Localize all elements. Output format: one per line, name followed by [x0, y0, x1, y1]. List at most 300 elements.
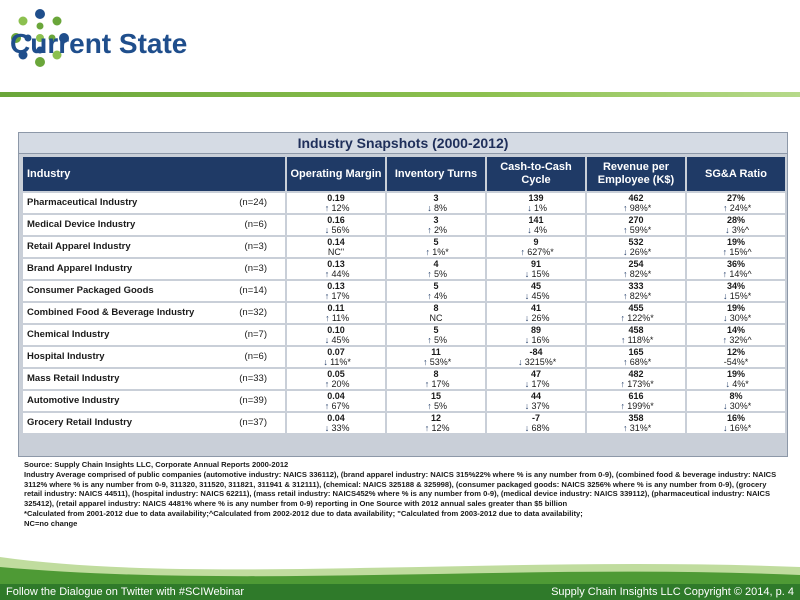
arrow-down-icon: ↓: [722, 313, 728, 323]
metric-change: [387, 225, 485, 235]
metric-cell: [687, 193, 785, 213]
industry-name: Medical Device Industry: [27, 219, 136, 230]
arrow-up-icon: ↑: [622, 225, 628, 235]
change-text: 68%*: [629, 357, 652, 367]
metric-value: 8%: [729, 391, 743, 401]
table-row: [23, 281, 785, 301]
metric-change: [587, 313, 685, 323]
table-row: [23, 325, 785, 345]
metric-cell: [587, 281, 685, 301]
arrow-up-icon: ↑: [620, 401, 625, 411]
metric-cell: [287, 215, 385, 235]
metric-value: 89: [530, 325, 541, 335]
industry-cell: [23, 303, 285, 323]
change-text: 31%*: [629, 423, 652, 433]
metric-value: 0.16: [327, 215, 345, 225]
metric-change: [487, 203, 585, 213]
change-text: 45%: [531, 291, 550, 301]
metric-value: 9: [533, 237, 539, 247]
arrow-down-icon: ↓: [427, 203, 432, 213]
table-row: [23, 347, 785, 367]
metric-value: 5: [433, 281, 439, 291]
sample-size: (n=7): [244, 329, 267, 340]
metric-value: 19%: [726, 369, 745, 379]
metric-value: 139: [528, 193, 544, 203]
metric-change: [587, 401, 685, 411]
metric-change: [387, 423, 485, 433]
metric-change: [687, 291, 785, 301]
industry-name: Mass Retail Industry: [27, 373, 120, 384]
metric-value: 0.05: [327, 369, 345, 379]
metric-change: [287, 247, 385, 257]
arrow-down-icon: ↓: [722, 291, 728, 301]
metric-value: 0.13: [327, 259, 345, 269]
metric-cell: [487, 193, 585, 213]
metric-change: [487, 401, 585, 411]
metric-value: 0.04: [327, 413, 345, 423]
metric-value: 8: [433, 303, 439, 313]
industry-cell: [23, 237, 285, 257]
metric-change: [487, 225, 585, 235]
industry-name: Pharmaceutical Industry: [27, 197, 138, 208]
column-header: Revenue per Employee (K$): [587, 157, 685, 191]
metric-change: [487, 335, 585, 345]
metric-cell: [487, 215, 585, 235]
arrow-down-icon: ↓: [324, 423, 330, 433]
metric-change: [487, 357, 585, 367]
change-text: 12%: [331, 203, 350, 213]
metric-change: [287, 401, 385, 411]
metric-change: [587, 247, 685, 257]
note-line: NC=no change: [24, 518, 78, 528]
metric-change: [687, 225, 785, 235]
metric-cell: [687, 303, 785, 323]
metric-cell: [387, 215, 485, 235]
metric-value: -84: [529, 347, 543, 357]
table-row: [23, 413, 785, 433]
metric-change: [387, 269, 485, 279]
arrow-down-icon: ↓: [324, 335, 330, 345]
metric-value: 5: [433, 237, 439, 247]
sample-size: (n=37): [239, 417, 267, 428]
arrow-up-icon: ↑: [622, 357, 628, 367]
arrow-down-icon: ↓: [524, 269, 530, 279]
metric-change: [587, 335, 685, 345]
column-header: Industry: [23, 157, 285, 191]
industry-name: Retail Apparel Industry: [27, 241, 131, 252]
industry-name: Combined Food & Beverage Industry: [27, 307, 195, 318]
header-divider: [0, 92, 800, 97]
metric-cell: [587, 413, 685, 433]
arrow-down-icon: ↓: [725, 379, 730, 389]
metric-cell: [687, 281, 785, 301]
change-text: 20%: [331, 379, 350, 389]
metric-change: [287, 335, 385, 345]
metric-cell: [587, 303, 685, 323]
metric-cell: [387, 369, 485, 389]
metric-change: [687, 379, 785, 389]
metric-cell: [287, 237, 385, 257]
change-text: 15%*: [729, 291, 752, 301]
metric-cell: [687, 369, 785, 389]
metric-cell: [387, 193, 485, 213]
arrow-up-icon: ↑: [427, 335, 432, 345]
metric-cell: [687, 413, 785, 433]
arrow-up-icon: ↑: [622, 423, 628, 433]
sample-size: (n=3): [244, 241, 267, 252]
change-text: 5%: [433, 269, 447, 279]
industry-name: Hospital Industry: [27, 351, 105, 362]
metric-value: 16%: [726, 413, 745, 423]
arrow-down-icon: ↓: [524, 335, 530, 345]
metric-change: [587, 379, 685, 389]
metric-change: [487, 291, 585, 301]
change-text: 122%*: [627, 313, 654, 323]
change-text: 26%: [531, 313, 550, 323]
industry-cell: [23, 193, 285, 213]
industry-cell: [23, 391, 285, 411]
metric-cell: [487, 303, 585, 323]
metric-value: 358: [628, 413, 644, 423]
change-text: 33%: [331, 423, 350, 433]
metric-change: [487, 247, 585, 257]
arrow-down-icon: ↓: [524, 401, 530, 411]
metric-change: [487, 423, 585, 433]
metric-value: 458: [628, 325, 644, 335]
sample-size: (n=33): [239, 373, 267, 384]
arrow-up-icon: ↑: [622, 291, 628, 301]
arrow-up-icon: ↑: [622, 203, 628, 213]
metric-change: [587, 423, 685, 433]
change-text: 82%*: [629, 291, 652, 301]
metric-value: 3: [433, 193, 439, 203]
metric-value: 47: [530, 369, 541, 379]
metric-change: [687, 247, 785, 257]
metric-value: 41: [530, 303, 541, 313]
metric-cell: [587, 215, 685, 235]
metric-value: 45: [530, 281, 541, 291]
change-text: 1%*: [432, 247, 449, 257]
metric-value: 14%: [726, 325, 745, 335]
change-text: 1%: [533, 203, 547, 213]
metric-cell: [687, 259, 785, 279]
change-text: 5%: [433, 335, 447, 345]
metric-change: [387, 247, 485, 257]
source-notes: [24, 460, 784, 529]
metric-value: 0.14: [327, 237, 345, 247]
change-text: 45%: [331, 335, 350, 345]
table-header-row: [23, 157, 785, 191]
arrow-up-icon: ↑: [722, 247, 728, 257]
metric-change: [687, 335, 785, 345]
industry-name: Consumer Packaged Goods: [27, 285, 154, 296]
change-text: 30%*: [729, 401, 752, 411]
metric-value: 12%: [726, 347, 745, 357]
table-row: [23, 303, 785, 323]
metric-value: 8: [433, 369, 439, 379]
column-header: Operating Margin: [287, 157, 385, 191]
metric-cell: [687, 237, 785, 257]
metric-value: 141: [528, 215, 544, 225]
metric-value: 19%: [726, 303, 745, 313]
metric-value: 254: [628, 259, 644, 269]
arrow-up-icon: ↑: [324, 269, 330, 279]
metric-cell: [287, 413, 385, 433]
metric-cell: [587, 369, 685, 389]
table-row: [23, 237, 785, 257]
change-text: 2%: [433, 225, 447, 235]
metric-cell: [387, 347, 485, 367]
metric-value: 532: [628, 237, 644, 247]
metric-change: [687, 203, 785, 213]
arrow-down-icon: ↓: [524, 313, 530, 323]
arrow-down-icon: ↓: [524, 379, 530, 389]
arrow-up-icon: ↑: [620, 335, 626, 345]
industry-cell: [23, 413, 285, 433]
metric-cell: [387, 325, 485, 345]
arrow-up-icon: ↑: [424, 379, 430, 389]
metric-change: [387, 379, 485, 389]
sample-size: (n=6): [244, 219, 267, 230]
industry-name: Grocery Retail Industry: [27, 417, 133, 428]
slide-title: Current State: [10, 28, 188, 59]
metric-change: [287, 423, 385, 433]
arrow-up-icon: ↑: [622, 269, 628, 279]
change-text: 11%*: [330, 357, 351, 367]
arrow-up-icon: ↑: [427, 291, 432, 301]
arrow-up-icon: ↑: [325, 313, 330, 323]
metric-value: 34%: [726, 281, 745, 291]
arrow-down-icon: ↓: [622, 247, 628, 257]
metric-change: [587, 291, 685, 301]
sample-size: (n=6): [244, 351, 267, 362]
footer-swoosh: [0, 545, 800, 585]
industry-cell: [23, 281, 285, 301]
arrow-up-icon: ↑: [324, 379, 330, 389]
change-text: 11%: [331, 313, 350, 323]
change-text: 53%*: [429, 357, 452, 367]
table-row: [23, 369, 785, 389]
metric-value: 0.19: [327, 193, 345, 203]
table-row: [23, 391, 785, 411]
industry-cell: [23, 325, 285, 345]
metric-change: [287, 357, 385, 367]
change-text: 8%: [433, 203, 447, 213]
metric-value: 5: [433, 325, 439, 335]
change-text: 32%^: [729, 335, 752, 345]
metric-cell: [387, 237, 485, 257]
metric-value: 12: [430, 413, 441, 423]
metric-cell: [287, 259, 385, 279]
sample-size: (n=39): [239, 395, 267, 406]
change-text: 4%: [433, 291, 447, 301]
arrow-up-icon: ↑: [424, 423, 430, 433]
metric-change: [587, 269, 685, 279]
industry-cell: [23, 369, 285, 389]
metric-change: [587, 225, 685, 235]
metric-cell: [387, 281, 485, 301]
column-header: SG&A Ratio: [687, 157, 785, 191]
metric-value: 616: [628, 391, 644, 401]
metric-change: [287, 269, 385, 279]
metric-value: 19%: [726, 237, 745, 247]
arrow-up-icon: ↑: [722, 203, 728, 213]
metric-value: 28%: [726, 215, 745, 225]
metric-value: 0.10: [327, 325, 345, 335]
change-text: 56%: [331, 225, 350, 235]
metric-value: 333: [628, 281, 644, 291]
change-text: 59%*: [629, 225, 652, 235]
note-line: Industry Average comprised of public companies (automotive industry: NAICS 336112), (brand apparel industry: NAICS 315%22% where % is any number from 0-9), (combined food & beverage industry: NAICS 3112% where % is any number from 0-9, 311320, 311520, 311821, 311941 & 312111), (chemical: NAICS 325188 & 325998), (consumer packaged goods: NAICS 3256% where % is any number from 0-9), (grocery retail industry: NAICS 44511), (hospital industry: NAICS 62211), (mass retail industry: NAICS452% where % is any number from 0-9), (medical device industry: NAICS 339112), (pharmaceutical industry: NAICS 325412), (retail apparel industry: NAICS 4481% where % is any number from 0-9) reporting in One Source with 2012 annual sales greater than $5 billion: [24, 469, 777, 509]
metric-change: [587, 203, 685, 213]
arrow-down-icon: ↓: [725, 225, 730, 235]
metric-change: [387, 313, 485, 323]
change-text: NC: [429, 313, 443, 323]
change-text: 68%: [531, 423, 550, 433]
metric-cell: [287, 369, 385, 389]
arrow-down-icon: ↓: [324, 225, 330, 235]
metric-change: [287, 225, 385, 235]
metric-cell: [487, 369, 585, 389]
metric-change: [287, 203, 385, 213]
metric-value: 0.13: [327, 281, 345, 291]
metric-cell: [487, 281, 585, 301]
arrow-up-icon: ↑: [722, 335, 728, 345]
metric-value: 482: [628, 369, 644, 379]
metric-cell: [587, 259, 685, 279]
metric-change: [487, 379, 585, 389]
metric-cell: [687, 215, 785, 235]
footer-copyright: Supply Chain Insights LLC Copyright © 2014, p. 4: [551, 586, 794, 598]
metric-change: [687, 269, 785, 279]
metric-value: 270: [628, 215, 644, 225]
metric-cell: [487, 237, 585, 257]
column-header: Inventory Turns: [387, 157, 485, 191]
change-text: 16%*: [729, 423, 752, 433]
metric-change: [487, 269, 585, 279]
metric-value: 44: [530, 391, 541, 401]
metric-change: [387, 203, 485, 213]
metric-value: 27%: [726, 193, 745, 203]
metric-cell: [687, 347, 785, 367]
arrow-up-icon: ↑: [324, 401, 330, 411]
metric-change: [387, 335, 485, 345]
arrow-up-icon: ↑: [722, 269, 728, 279]
change-text: 24%*: [729, 203, 752, 213]
arrow-down-icon: ↓: [722, 423, 728, 433]
change-text: 30%*: [729, 313, 752, 323]
metric-cell: [687, 391, 785, 411]
metric-cell: [587, 325, 685, 345]
metric-cell: [287, 193, 385, 213]
industry-cell: [23, 347, 285, 367]
industry-name: Brand Apparel Industry: [27, 263, 133, 274]
change-text: 16%: [531, 335, 550, 345]
change-text: 17%: [431, 379, 450, 389]
change-text: 15%: [531, 269, 550, 279]
metric-cell: [487, 325, 585, 345]
change-text: 17%: [531, 379, 550, 389]
arrow-up-icon: ↑: [427, 225, 432, 235]
metric-value: 15: [430, 391, 441, 401]
metric-change: [687, 401, 785, 411]
change-text: 5%: [433, 401, 447, 411]
metric-cell: [387, 391, 485, 411]
change-text: 627%*: [527, 247, 554, 257]
metric-change: [387, 291, 485, 301]
metric-cell: [687, 325, 785, 345]
metric-value: 165: [628, 347, 644, 357]
metric-cell: [487, 413, 585, 433]
metric-value: 36%: [726, 259, 745, 269]
arrow-up-icon: ↑: [425, 247, 430, 257]
table-row: [23, 215, 785, 235]
change-text: 3215%*: [524, 357, 557, 367]
metric-change: [587, 357, 685, 367]
change-text: 44%: [331, 269, 350, 279]
metric-change: [687, 313, 785, 323]
change-text: 199%*: [627, 401, 654, 411]
arrow-up-icon: ↑: [427, 401, 432, 411]
metric-value: 91: [530, 259, 541, 269]
metric-cell: [587, 347, 685, 367]
arrow-up-icon: ↑: [324, 291, 330, 301]
metric-change: [287, 313, 385, 323]
change-text: 173%*: [627, 379, 654, 389]
industry-table: [21, 155, 787, 435]
change-text: 14%^: [729, 269, 752, 279]
change-text: 26%*: [629, 247, 652, 257]
metric-cell: [387, 259, 485, 279]
change-text: 82%*: [629, 269, 652, 279]
arrow-down-icon: ↓: [527, 203, 532, 213]
metric-cell: [587, 237, 685, 257]
change-text: 118%*: [627, 335, 654, 345]
metric-value: 11: [431, 347, 441, 357]
metric-change: [487, 313, 585, 323]
metric-value: 462: [628, 193, 644, 203]
sample-size: (n=3): [244, 263, 267, 274]
metric-value: 3: [433, 215, 439, 225]
metric-value: 0.11: [327, 303, 345, 313]
metric-change: [387, 357, 485, 367]
metric-cell: [487, 347, 585, 367]
change-text: 98%*: [629, 203, 652, 213]
change-text: 37%: [531, 401, 550, 411]
metric-value: 455: [628, 303, 644, 313]
change-text: 15%^: [729, 247, 752, 257]
metric-value: 0.04: [327, 391, 345, 401]
footer-twitter-text: Follow the Dialogue on Twitter with #SCIWebinar: [6, 586, 245, 598]
sample-size: (n=24): [239, 197, 267, 208]
arrow-up-icon: ↑: [422, 357, 428, 367]
metric-cell: [287, 281, 385, 301]
arrow-down-icon: ↓: [524, 423, 530, 433]
metric-cell: [287, 325, 385, 345]
table-title: Industry Snapshots (2000-2012): [19, 133, 787, 154]
metric-change: [387, 401, 485, 411]
change-text: 12%: [431, 423, 450, 433]
arrow-up-icon: ↑: [324, 203, 330, 213]
metric-value: 4: [433, 259, 439, 269]
metric-change: [687, 357, 785, 367]
metric-cell: [587, 193, 685, 213]
metric-value: -7: [531, 413, 540, 423]
metric-change: [287, 291, 385, 301]
change-text: 4%*: [732, 379, 749, 389]
note-line: Source: Supply Chain Insights LLC, Corporate Annual Reports 2000-2012: [24, 460, 289, 469]
metric-value: 0.07: [327, 347, 345, 357]
